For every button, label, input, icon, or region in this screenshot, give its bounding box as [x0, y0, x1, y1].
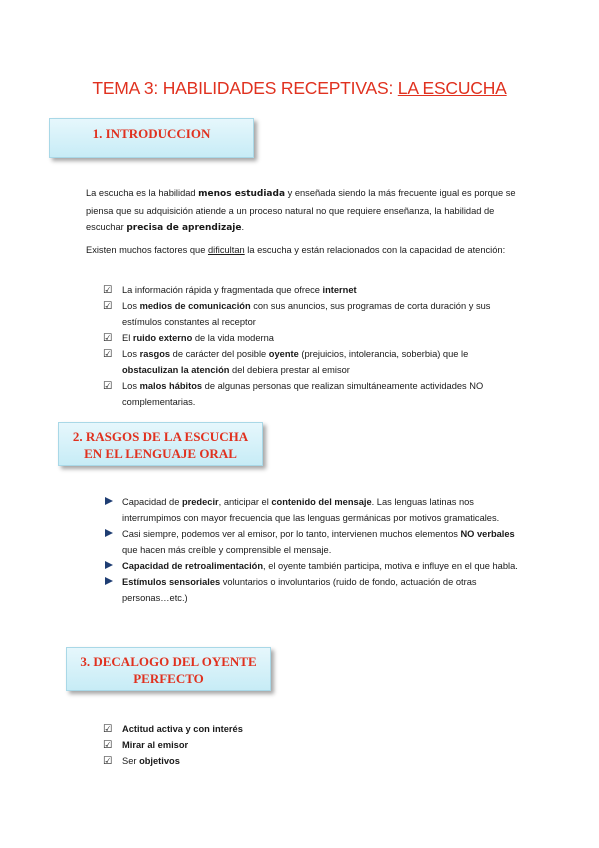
- list-item: ☑ Mirar al emisor: [103, 739, 189, 751]
- list-item: ☑ Ser objetivos: [103, 755, 180, 767]
- checkbox-checked-icon: ☑: [103, 755, 113, 767]
- triangle-right-icon: [105, 497, 113, 505]
- decalogue-list: [103, 721, 523, 769]
- list-item: ☑ Los malos hábitos de algunas personas que realizan simultáneamente actividades NO complementarias.: [103, 380, 484, 407]
- section-heading-introduccion: 1. INTRODUCCION: [49, 118, 254, 158]
- checkbox-checked-icon: ☑: [103, 332, 113, 344]
- list-item: Estímulos sensoriales voluntarios o involuntarios (ruido de fondo, actuación de otras personas…etc.): [103, 574, 523, 606]
- checkbox-checked-icon: ☑: [103, 739, 113, 751]
- section-heading-decalogo: 3. DECALOGO DEL OYENTE PERFECTO: [66, 647, 271, 691]
- list-item: Capacidad de predecir, anticipar el contenido del mensaje. Las lenguas latinas nos interrumpimos con mayor frecuencia que las lenguas germánicas por motivos gramaticales.: [103, 494, 523, 526]
- list-item: ☑ Actitud activa y con interés: [103, 723, 243, 735]
- section-heading-rasgos: 2. RASGOS DE LA ESCUCHA EN EL LENGUAJE ORAL: [58, 422, 263, 466]
- intro-paragraph: La escucha es la habilidad menos estudiada y enseñada siendo la más frecuente igual es porque se piensa que su adquisición atiende a un proceso natural no que requiere enseñanza, la habilidad de escuchar precisa de aprendizaje.: [86, 188, 516, 233]
- list-item: ☑ La información rápida y fragmentada que ofrece internet: [103, 284, 357, 296]
- checkbox-checked-icon: ☑: [103, 300, 113, 312]
- list-item: ☑ Los rasgos de carácter del posible oyente (prejuicios, intolerancia, soberbia) que le obstaculizan la atención del debiera prestar al emisor: [103, 348, 469, 375]
- checkbox-checked-icon: ☑: [103, 380, 113, 392]
- factors-list: [103, 282, 523, 410]
- triangle-right-icon: [105, 529, 113, 537]
- list-item: ☑ Los medios de comunicación con sus anuncios, sus programas de corta duración y sus estímulos constantes al receptor: [103, 300, 491, 327]
- list-item: Casi siempre, podemos ver al emisor, por lo tanto, intervienen muchos elementos NO verbales que hacen más creíble y comprensible el mensaje.: [103, 526, 523, 558]
- triangle-right-icon: [105, 561, 113, 569]
- page-title: TEMA 3: HABILIDADES RECEPTIVAS: LA ESCUCHA: [92, 78, 507, 98]
- factors-paragraph: Existen muchos factores que dificultan la escucha y están relacionados con la capacidad de atención:: [86, 245, 506, 255]
- list-item: Capacidad de retroalimentación, el oyente también participa, motiva e influye en el que habla.: [103, 558, 523, 574]
- checkbox-checked-icon: ☑: [103, 284, 113, 296]
- checkbox-checked-icon: ☑: [103, 348, 113, 360]
- checkbox-checked-icon: ☑: [103, 723, 113, 735]
- triangle-right-icon: [105, 577, 113, 585]
- traits-list: [103, 494, 523, 606]
- list-item: ☑ El ruido externo de la vida moderna: [103, 332, 274, 344]
